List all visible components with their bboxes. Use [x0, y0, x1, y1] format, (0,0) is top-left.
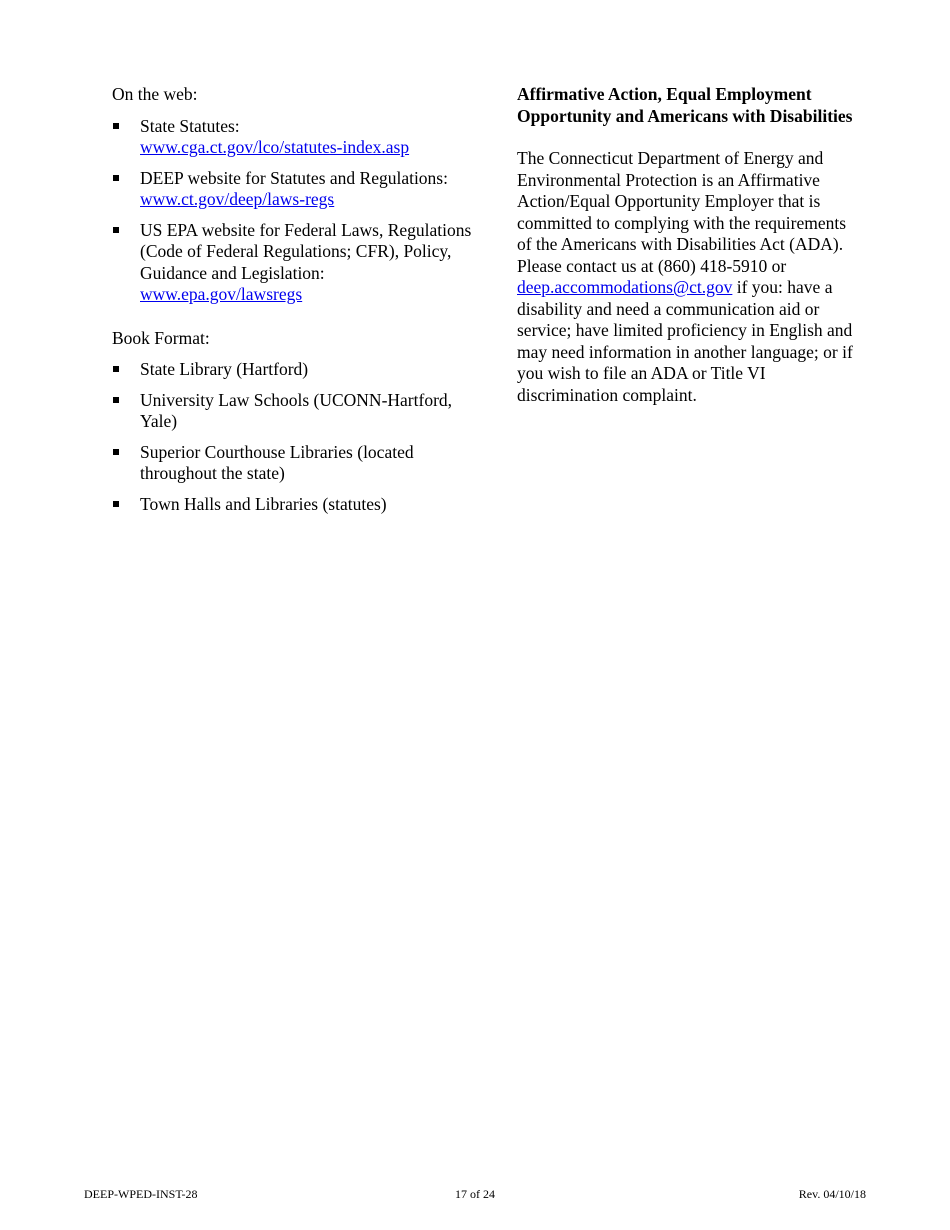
square-bullet-icon [113, 227, 119, 233]
list-item-text: DEEP website for Statutes and Regulations: [140, 167, 448, 188]
list-item [112, 116, 472, 159]
list-item-text: State Statutes: [140, 115, 240, 136]
list-item [112, 494, 472, 516]
footer-revision: Rev. 04/10/18 [798, 1187, 866, 1201]
list-item [112, 359, 472, 381]
list-item-text: University Law Schools (UCONN-Hartford, Yale) [140, 389, 453, 431]
square-bullet-icon [113, 449, 119, 455]
right-column [517, 84, 862, 406]
list-item-text: US EPA website for Federal Laws, Regulations (Code of Federal Regulations; CFR), Policy, Guidance and Legislation: [140, 219, 472, 283]
footer-doc-id: DEEP-WPED-INST-28 [84, 1187, 198, 1201]
epa-laws-regs-link[interactable]: www.epa.gov/lawsregs [140, 284, 303, 304]
list-item [112, 220, 472, 306]
accommodations-email-link[interactable]: deep.accommodations@ct.gov [517, 277, 733, 297]
ada-paragraph [517, 148, 862, 406]
footer-page-number: 17 of 24 [455, 1187, 495, 1201]
square-bullet-icon [113, 123, 119, 129]
square-bullet-icon [113, 501, 119, 507]
list-item [112, 168, 472, 211]
list-item-text: State Library (Hartford) [140, 359, 309, 379]
list-item-text: Superior Courthouse Libraries (located throughout the state) [140, 441, 414, 483]
square-bullet-icon [113, 397, 119, 403]
list-item [112, 390, 472, 433]
list-item-text: Town Halls and Libraries (statutes) [140, 493, 387, 514]
list-item [112, 442, 472, 485]
web-section-label: On the web: [112, 84, 198, 104]
web-resources-list [112, 116, 472, 306]
paragraph-text-before-link: The Connecticut Department of Energy and Environmental Protection is an Affirmative Action/Equal Opportunity Employer that is committed to complying with the requirements of the Americans with Disabilities Act (ADA). Please contact us at (860) 418-5910 or [517, 148, 847, 276]
statutes-link[interactable]: www.cga.ct.gov/lco/statutes-index.asp [140, 137, 410, 157]
paragraph-text-after-link: if you: have a disability and need a communication aid or service; have limited proficiency in English and may need information in another language; or if you wish to file an ADA or Title VI discrimination complaint. [517, 277, 853, 405]
section-heading: Affirmative Action, Equal Employment Opportunity and Americans with Disabilities [517, 84, 853, 126]
book-section-label: Book Format: [112, 327, 210, 348]
book-resources-list [112, 359, 472, 515]
square-bullet-icon [113, 366, 119, 372]
square-bullet-icon [113, 175, 119, 181]
left-column [112, 84, 472, 524]
deep-laws-regs-link[interactable]: www.ct.gov/deep/laws-regs [140, 189, 335, 209]
